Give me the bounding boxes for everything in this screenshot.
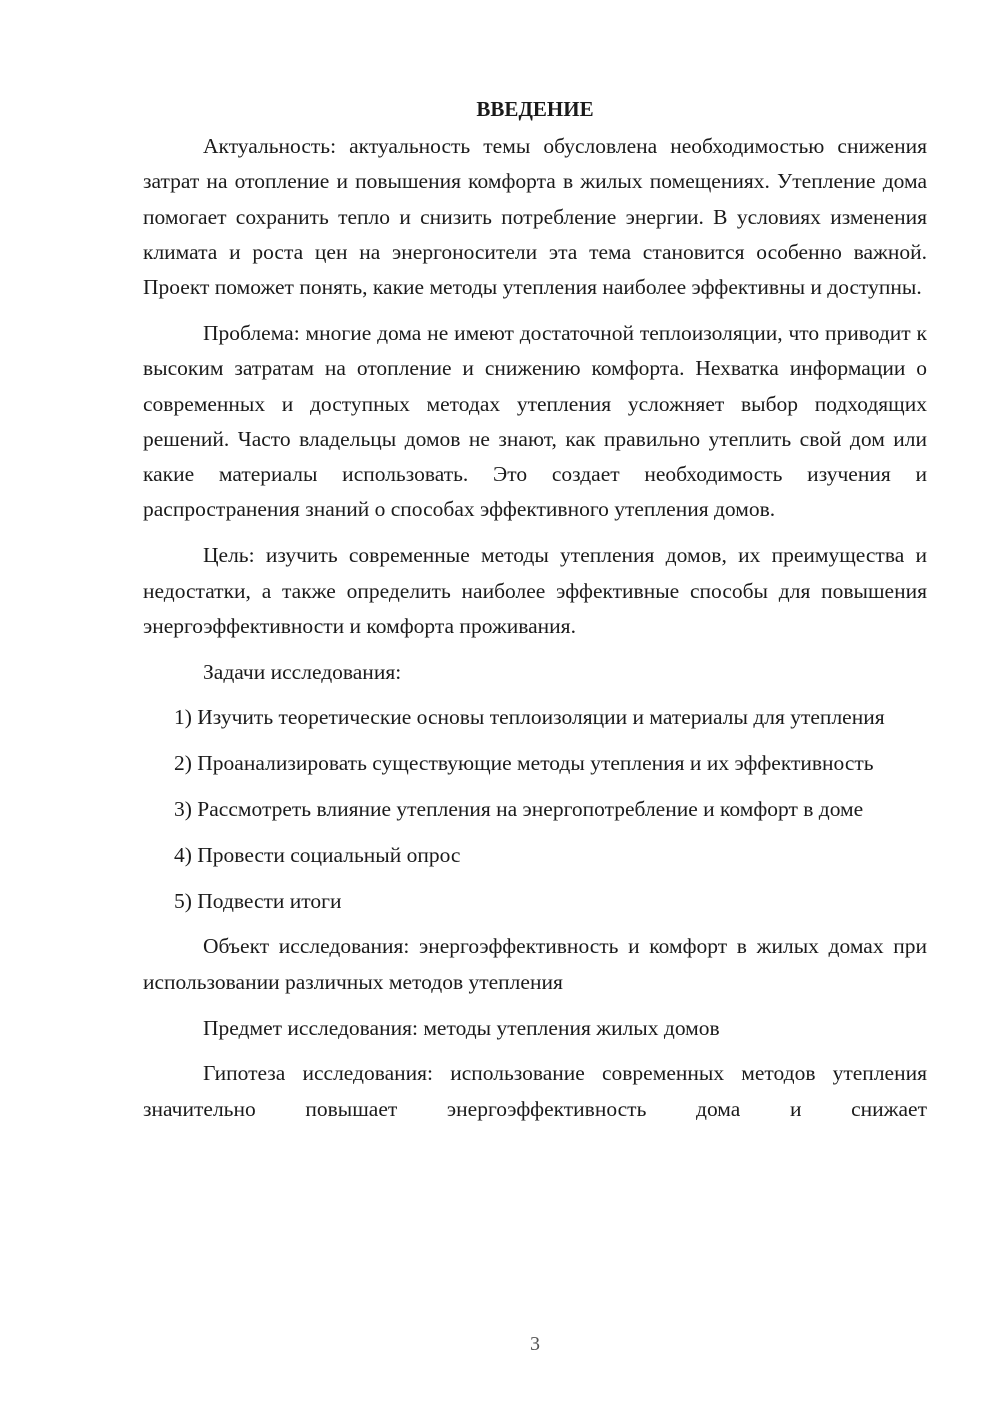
tasks-heading: Задачи исследования:: [203, 659, 402, 684]
task-item: 4) Провести социальный опрос: [174, 842, 461, 867]
task-item: 1) Изучить теоретические основы теплоизоляции и материалы для утепления: [174, 705, 885, 730]
subject-paragraph: Предмет исследования: методы утепления жилых домов: [203, 1015, 720, 1040]
task-item: 5) Подвести итоги: [174, 888, 342, 913]
problem-paragraph: Проблема: многие дома не имеют достаточной теплоизоляции, что приводит к высоким затратам на отопление и снижению комфорта. Нехватка информации о современных и доступных методах утепления усложняет выбор подходящих решений. Часто владельцы домов не знают, как правильно утеплить свой дом или какие материалы использовать. Это создает необходимость изучения и распространения знаний о способах эффективного утепления домов.: [143, 320, 927, 522]
object-paragraph: Объект исследования: энергоэффективность и комфорт в жилых домах при использовании различных методов утепления: [143, 934, 927, 994]
task-item: 2) Проанализировать существующие методы утепления и их эффективность: [174, 751, 874, 776]
relevance-paragraph: Актуальность: актуальность темы обусловлена необходимостью снижения затрат на отопление и повышения комфорта в жилых помещениях. Утепление дома помогает сохранить тепло и снизить потребление энергии. В условиях изменения климата и роста цен на энергоносители эта тема становится особенно важной. Проект поможет понять, какие методы утепления наиболее эффективны и доступны.: [143, 134, 927, 300]
page-number: 3: [530, 1333, 540, 1355]
goal-paragraph: Цель: изучить современные методы утепления домов, их преимущества и недостатки, а также определить наиболее эффективные способы для повышения энергоэффективности и комфорта проживания.: [143, 543, 927, 638]
hypothesis-paragraph: Гипотеза исследования: использование современных методов утепления значительно повышает энергоэффективность дома и снижает: [143, 1061, 927, 1121]
task-item: 3) Рассмотреть влияние утепления на энергопотребление и комфорт в доме: [174, 797, 864, 822]
document-page: [143, 92, 927, 1137]
section-title: ВВЕДЕНИЕ: [476, 97, 594, 121]
